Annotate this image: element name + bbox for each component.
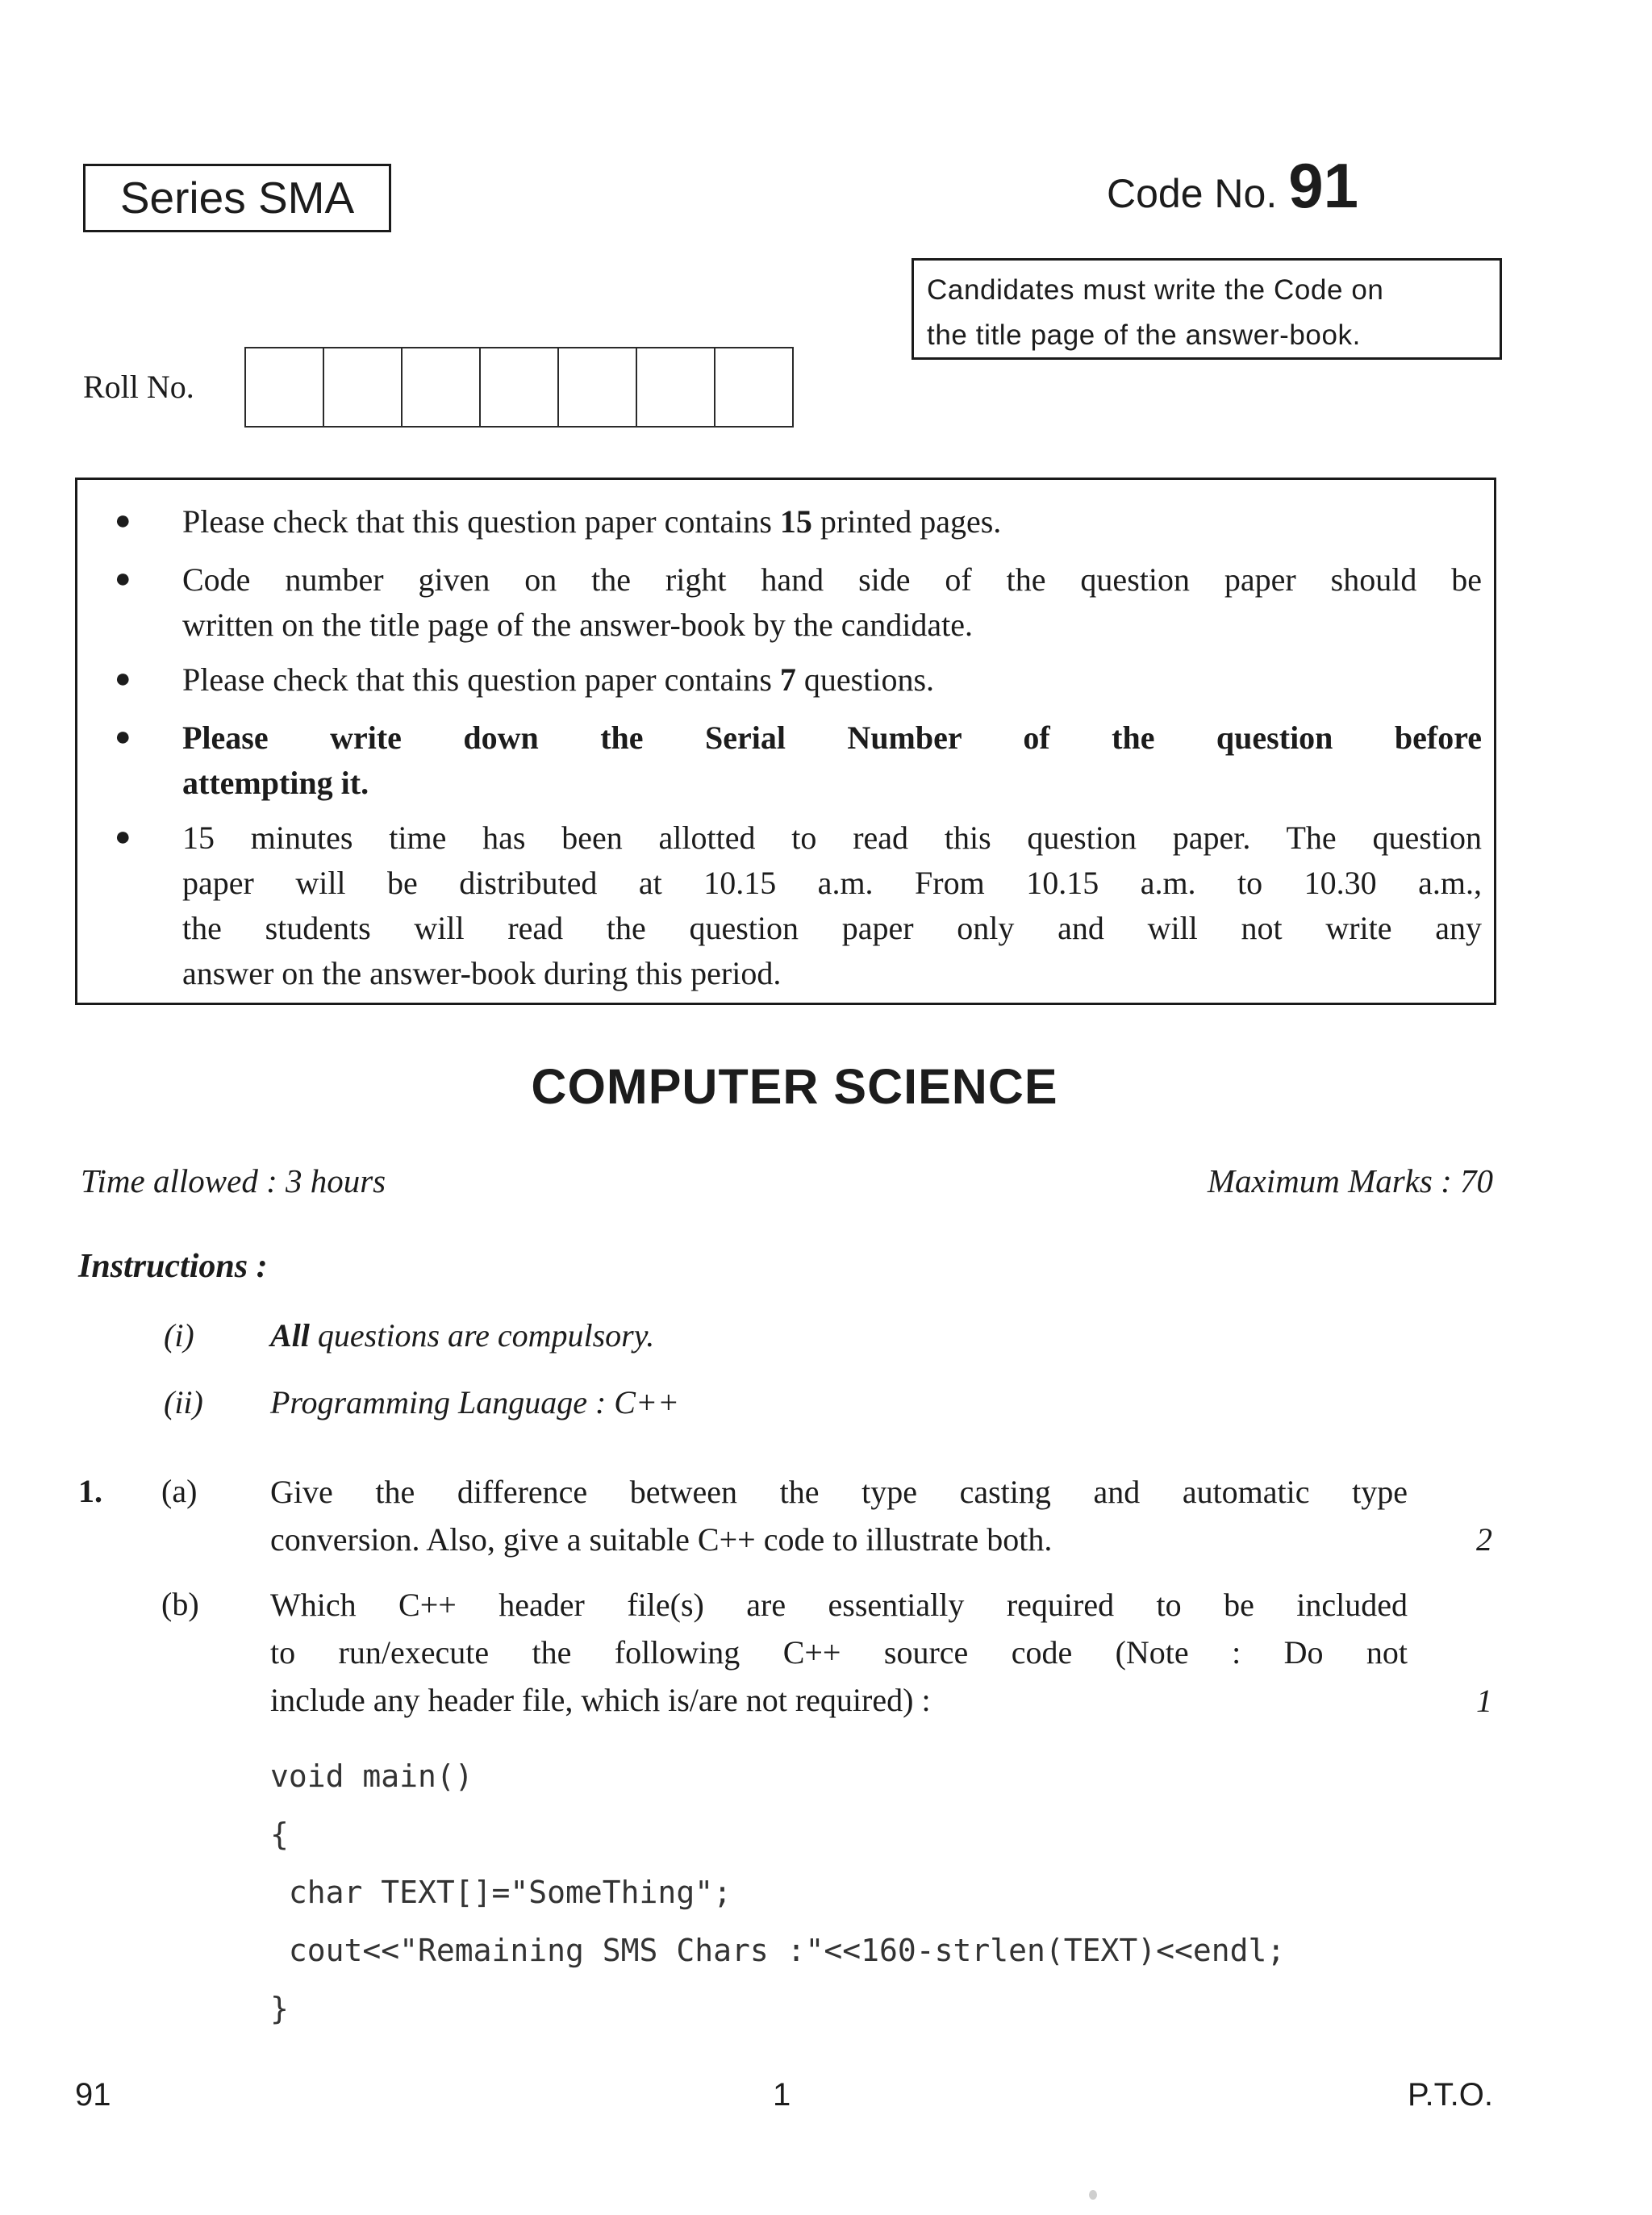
notice-text: Please write down the Serial Number of the question before bbox=[182, 720, 1482, 756]
question-part-label: (a) bbox=[161, 1473, 198, 1509]
instruction-text: All questions are compulsory. bbox=[270, 1317, 655, 1354]
maximum-marks: Maximum Marks : 70 bbox=[1207, 1162, 1493, 1199]
candidates-note-box bbox=[912, 258, 1502, 360]
bullet-icon: ● bbox=[115, 722, 131, 752]
question-line: include any header file, which is/are not required) : bbox=[270, 1682, 931, 1718]
question-text bbox=[270, 1581, 1408, 1724]
notice-text: paper will be distributed at 10.15 a.m. From 10.15 a.m. to 10.30 a.m., bbox=[182, 865, 1482, 901]
roll-number-cell[interactable] bbox=[559, 347, 637, 428]
instructions-heading: Instructions : bbox=[78, 1248, 268, 1285]
question-part-label: (b) bbox=[161, 1586, 199, 1622]
instruction-text: Programming Language : C++ bbox=[270, 1384, 679, 1420]
roll-number-label: Roll No. bbox=[83, 369, 194, 405]
candidates-note-line2: the title page of the answer-book. bbox=[927, 319, 1361, 351]
notice-text: Code number given on the right hand side of the question paper should be bbox=[182, 561, 1482, 598]
notice-text: the students will read the question paper only and will not write any bbox=[182, 910, 1482, 946]
code-line: cout<<"Remaining SMS Chars :"<<160-strlen(TEXT)<<endl; bbox=[270, 1933, 1286, 1968]
question-line: conversion. Also, give a suitable C++ code to illustrate both. bbox=[270, 1521, 1053, 1558]
page-number: 1 bbox=[773, 2077, 791, 2113]
bullet-icon: ● bbox=[115, 664, 131, 694]
notice-box bbox=[75, 478, 1496, 1005]
notice-text: attempting it. bbox=[182, 765, 369, 801]
notice-text: written on the title page of the answer-book by the candidate. bbox=[182, 607, 973, 643]
roll-number-cell[interactable] bbox=[715, 347, 794, 428]
instruction-number: (i) bbox=[164, 1317, 194, 1354]
question-line: Which C++ header file(s) are essentially required to be included bbox=[270, 1587, 1408, 1623]
code-line: } bbox=[270, 1991, 289, 2026]
bullet-icon: ● bbox=[115, 564, 131, 594]
please-turn-over: P.T.O. bbox=[1408, 2077, 1493, 2113]
page-title: COMPUTER SCIENCE bbox=[531, 1059, 1058, 1114]
question-line: Give the difference between the type casting and automatic type bbox=[270, 1474, 1408, 1510]
question-number: 1. bbox=[78, 1473, 102, 1509]
code-line: void main() bbox=[270, 1758, 473, 1794]
code-line: char TEXT[]="SomeThing"; bbox=[270, 1875, 732, 1910]
roll-number-cell[interactable] bbox=[246, 347, 324, 428]
roll-number-cell[interactable] bbox=[324, 347, 403, 428]
instruction-number: (ii) bbox=[164, 1384, 203, 1420]
notice-text: 15 minutes time has been allotted to read this question paper. The question bbox=[182, 820, 1482, 856]
code-label: Code No. bbox=[1107, 171, 1278, 216]
candidates-note-line1: Candidates must write the Code on bbox=[927, 274, 1384, 306]
code-number-heading bbox=[1107, 149, 1358, 238]
code-line: { bbox=[270, 1817, 289, 1852]
roll-number-cell[interactable] bbox=[637, 347, 715, 428]
bullet-icon: ● bbox=[115, 506, 131, 536]
time-allowed: Time allowed : 3 hours bbox=[81, 1162, 386, 1199]
question-marks: 1 bbox=[1476, 1683, 1492, 1719]
code-number: 91 bbox=[1288, 150, 1358, 221]
roll-number-boxes[interactable] bbox=[244, 347, 794, 428]
question-line: to run/execute the following C++ source code (Note : Do not bbox=[270, 1634, 1408, 1671]
roll-number-cell[interactable] bbox=[403, 347, 481, 428]
footer-code-number: 91 bbox=[75, 2077, 111, 2113]
notice-text: Please check that this question paper contains 15 printed pages. bbox=[182, 503, 1002, 540]
series-label: Series SMA bbox=[83, 164, 391, 232]
question-marks: 2 bbox=[1476, 1521, 1492, 1558]
roll-number-cell[interactable] bbox=[481, 347, 559, 428]
question-text bbox=[270, 1468, 1408, 1563]
notice-text: answer on the answer-book during this period. bbox=[182, 955, 782, 991]
bullet-icon: ● bbox=[115, 822, 131, 852]
scan-speck bbox=[1089, 2190, 1097, 2200]
notice-text: Please check that this question paper contains 7 questions. bbox=[182, 661, 935, 698]
